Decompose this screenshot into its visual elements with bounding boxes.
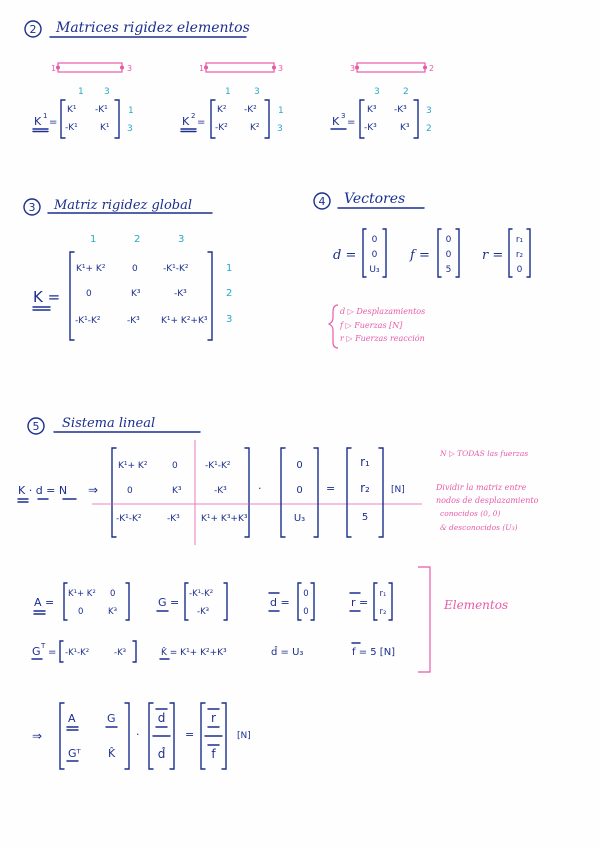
d-vector-label: d = <box>333 248 357 263</box>
block-cell: A <box>68 712 76 725</box>
vector-bracket-left <box>298 583 301 620</box>
vector-entry: 0 <box>445 235 452 245</box>
note: & desconocidos (U₃) <box>440 523 518 532</box>
matrix-cell: K² <box>217 105 227 115</box>
section-number: 5 <box>32 420 40 433</box>
equals-sign: = <box>347 117 356 128</box>
row-label: 3 <box>127 124 133 134</box>
legend-item: d ▷ Desplazamientos <box>340 307 426 316</box>
matrix-bracket-left <box>70 252 74 340</box>
vector-entry: 0 <box>516 265 523 275</box>
vector-entry: r₂ <box>379 607 387 617</box>
fbar-definition: f = 5 [N] <box>352 647 396 658</box>
matrix-cell: K³ <box>108 607 117 617</box>
matrix-cell: K¹+ K² <box>68 589 96 599</box>
row-label: 1 <box>128 106 134 116</box>
left-node: 1 <box>51 64 57 73</box>
GT-sup: T <box>41 642 46 650</box>
section-title: Matriz rigidez global <box>54 198 193 213</box>
equals-sign: = <box>185 728 195 741</box>
section-title: Sistema lineal <box>62 416 156 431</box>
vector-entry: U₃ <box>369 265 380 275</box>
elementos-label: Elementos <box>444 598 509 612</box>
col-label: 2 <box>134 234 141 245</box>
col-label: 2 <box>403 87 409 97</box>
matrix-cell: 0 <box>127 486 133 496</box>
col-label: 1 <box>225 87 231 97</box>
system-equation: K · d = N <box>18 484 68 497</box>
vector-bracket-left <box>374 583 377 620</box>
col-label: 3 <box>374 87 380 97</box>
matrix-bracket-right <box>414 100 418 138</box>
matrix-cell: -K³ <box>197 607 210 617</box>
right-node: 3 <box>127 64 133 73</box>
equals-sign: = <box>48 647 57 658</box>
section-3 <box>24 198 232 340</box>
vector-bracket-right <box>383 229 386 277</box>
A-label: A = <box>34 596 55 609</box>
r-vector-label: r = <box>482 248 504 263</box>
matrix-cell: 0 <box>78 607 84 617</box>
matrix-cell: K¹+ K²+K³ <box>161 316 208 326</box>
element-2 <box>181 63 284 138</box>
rbar-label: r = <box>351 596 369 609</box>
vector-entry: r₁ <box>515 235 524 245</box>
matrix-cell: -K³ <box>394 105 407 115</box>
vector-bracket-right <box>456 229 459 277</box>
left-node: 1 <box>199 64 205 73</box>
global-matrix-label: K = <box>33 288 61 306</box>
matrix-cell: K¹+ K² <box>118 461 148 471</box>
equals-sign: = <box>326 482 336 495</box>
legend-item: f ▷ Fuerzas [N] <box>340 321 403 330</box>
unit-label: [N] <box>391 485 405 495</box>
element-3 <box>331 63 434 138</box>
col-label: 3 <box>178 234 185 245</box>
section-4 <box>314 191 530 348</box>
node-dot <box>56 66 60 70</box>
col-label: 3 <box>254 87 260 97</box>
GT-label: G <box>32 645 41 658</box>
matrix-cell: K² <box>250 123 260 133</box>
matrix-cell: K³ <box>131 289 141 299</box>
section-title: Vectores <box>344 191 406 207</box>
matrix-cell: -K¹ <box>95 105 108 115</box>
vector-bracket-right <box>389 583 392 620</box>
left-node: 3 <box>350 64 356 73</box>
row-label: 1 <box>226 263 233 274</box>
unit-label: [N] <box>237 731 251 741</box>
right-node: 3 <box>278 64 284 73</box>
section-5 <box>18 416 539 769</box>
section-title: Matrices rigidez elementos <box>56 20 250 36</box>
f-vector-label: f = <box>410 248 430 263</box>
block-cell: G <box>107 712 116 725</box>
vector-entry: 5 <box>361 512 369 523</box>
node-dot <box>272 66 276 70</box>
vector-bracket-right <box>314 448 318 537</box>
section-number: 3 <box>28 201 36 214</box>
matrix-bracket-left <box>60 703 64 769</box>
matrix-cell: -K¹ <box>65 123 78 133</box>
implies-arrow: ⇒ <box>32 729 43 743</box>
matrix-sup: 1 <box>43 112 48 120</box>
equals-sign: = <box>197 117 206 128</box>
matrix-cell: K¹ <box>100 123 110 133</box>
vector-bracket-left <box>509 229 512 277</box>
vector-entry: r₁ <box>360 455 370 469</box>
section-number: 4 <box>318 195 326 208</box>
matrix-sup: 3 <box>341 112 346 120</box>
note: nodos de desplazamiento <box>436 496 539 505</box>
implies-arrow: ⇒ <box>88 483 99 497</box>
matrix-cell: K³ <box>400 123 410 133</box>
elements-bracket <box>418 567 430 672</box>
matrix-cell: K¹ <box>67 105 77 115</box>
legend-item: r ▷ Fuerzas reacción <box>340 334 425 343</box>
note: conocidos (0, 0) <box>440 509 501 518</box>
col-label: 3 <box>104 87 110 97</box>
G-label: G = <box>158 596 180 609</box>
row-label: 3 <box>277 124 283 134</box>
matrix-bracket-right <box>265 100 269 138</box>
matrix-cell: -K³ <box>174 289 187 299</box>
section-2 <box>25 20 434 138</box>
matrix-cell: K¹+ K² <box>76 264 106 274</box>
matrix-name: K <box>34 115 42 128</box>
vector-bracket-left <box>438 229 441 277</box>
block-vector-entry: f <box>211 747 216 761</box>
matrix-cell: -K² <box>215 123 228 133</box>
khat-definition: K̂ = K¹+ K²+K³ <box>161 648 227 658</box>
vector-entry: r₁ <box>379 589 387 599</box>
matrix-bracket-right <box>133 641 136 662</box>
node-dot <box>204 66 208 70</box>
vector-entry: 0 <box>303 589 309 599</box>
matrix-cell: -K¹-K² <box>205 461 231 471</box>
bar-element <box>58 63 122 72</box>
matrix-bracket-left <box>185 583 188 620</box>
block-vector-entry: d <box>157 711 166 725</box>
vector-entry: 0 <box>303 607 309 617</box>
row-label: 3 <box>226 314 233 325</box>
node-dot <box>423 66 427 70</box>
matrix-bracket-right <box>208 252 212 340</box>
vector-bracket-left <box>347 448 351 537</box>
vector-entry: r₂ <box>360 481 370 495</box>
vector-bracket-right <box>379 448 383 537</box>
matrix-cell: 0 <box>110 589 116 599</box>
legend-brace <box>329 305 338 348</box>
vector-entry: 5 <box>445 265 452 275</box>
matrix-cell: -K³ <box>114 648 127 658</box>
matrix-cell: -K¹-K² <box>75 316 101 326</box>
dhat-definition: d̂ = U₃ <box>271 647 304 658</box>
note: N ▷ TODAS las fuerzas <box>440 449 529 458</box>
matrix-cell: -K² <box>244 105 257 115</box>
row-label: 3 <box>426 106 432 116</box>
vector-entry: 0 <box>371 235 378 245</box>
matrix-cell: -K³ <box>127 316 140 326</box>
vector-entry: 0 <box>445 250 452 260</box>
row-label: 2 <box>226 288 233 299</box>
vector-entry: U₃ <box>293 513 306 524</box>
matrix-bracket-right <box>224 583 227 620</box>
matrix-cell: -K¹-K² <box>163 264 189 274</box>
matrix-cell: -K¹-K² <box>189 589 214 599</box>
vector-bracket-left <box>363 229 366 277</box>
matrix-cell: K¹+ K³+K³ <box>201 514 248 524</box>
vector-entry: 0 <box>296 460 303 471</box>
vector-bracket-right <box>311 583 314 620</box>
equals-sign: = <box>49 117 58 128</box>
matrix-cell: 0 <box>172 461 178 471</box>
matrix-bracket-right <box>115 100 119 138</box>
matrix-cell: -K³ <box>364 123 377 133</box>
matrix-bracket-right <box>126 583 129 620</box>
matrix-bracket-right <box>125 703 129 769</box>
vector-bracket-left <box>281 448 285 537</box>
matrix-bracket-left <box>60 641 63 662</box>
note: Dividir la matriz entre <box>436 483 527 492</box>
dbar-label: d = <box>270 596 290 609</box>
block-cell: Gᵀ <box>68 747 81 760</box>
bar-element <box>206 63 274 72</box>
node-dot <box>120 66 124 70</box>
matrix-cell: -K¹-K² <box>65 648 90 658</box>
right-node: 2 <box>429 64 435 73</box>
matrix-cell: 0 <box>86 289 92 299</box>
row-label: 2 <box>426 124 432 134</box>
matrix-cell: -K³ <box>167 514 180 524</box>
vector-entry: 0 <box>296 485 303 496</box>
block-vector-entry: r <box>211 711 216 725</box>
vector-entry: r₂ <box>515 250 524 260</box>
vector-entry: 0 <box>371 250 378 260</box>
matrix-cell: 0 <box>132 264 138 274</box>
col-label: 1 <box>78 87 84 97</box>
dot-operator: · <box>136 728 140 741</box>
vector-bracket-right <box>527 229 530 277</box>
bar-element <box>357 63 425 72</box>
matrix-name: K <box>182 115 190 128</box>
matrix-sup: 2 <box>191 112 196 120</box>
col-label: 1 <box>90 234 97 245</box>
matrix-cell: K³ <box>367 105 377 115</box>
row-label: 1 <box>278 106 284 116</box>
matrix-cell: -K³ <box>214 486 227 496</box>
node-dot <box>355 66 359 70</box>
block-vector-entry: d̂ <box>157 747 166 761</box>
dot-operator: · <box>258 482 262 495</box>
matrix-cell: -K¹-K² <box>116 514 142 524</box>
matrix-cell: K³ <box>172 486 182 496</box>
matrix-name: K <box>332 115 340 128</box>
element-1 <box>33 63 134 138</box>
section-number: 2 <box>29 23 37 36</box>
matrix-bracket-left <box>64 583 67 620</box>
block-cell: K̂ <box>108 747 116 760</box>
